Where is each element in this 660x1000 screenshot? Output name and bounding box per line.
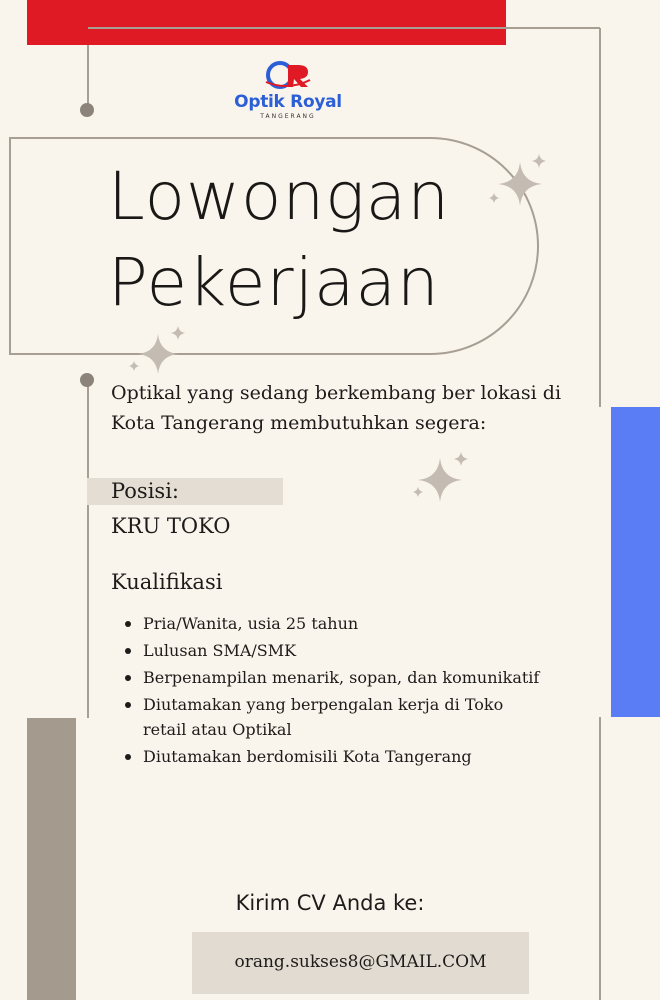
intro-text: Optikal yang sedang berkembang ber lokasi di Kota Tangerang membutuhkan segera: (111, 382, 562, 434)
position-label: Posisi: (111, 479, 179, 503)
logo-brand-name: Optik Royal (234, 92, 342, 112)
list-item: Diutamakan yang berpengalan kerja di Toko retail atau Optikal (122, 692, 542, 742)
logo-city: TANGERANG (260, 113, 316, 120)
list-item: Berpenampilan menarik, sopan, dan komunikatif (122, 665, 542, 690)
qualifications-list (122, 611, 542, 771)
page-title-line-2: Pekerjaan (108, 244, 440, 321)
send-cv-label: Kirim CV Anda ke: (235, 891, 425, 915)
list-item: Diutamakan berdomisili Kota Tangerang (122, 744, 542, 769)
sparkle-icon (129, 326, 185, 374)
list-item: Lulusan SMA/SMK (122, 638, 542, 663)
sparkle-icon (413, 452, 468, 502)
frame-dot-middle (80, 373, 94, 387)
position-value: KRU TOKO (111, 514, 231, 538)
page-title-line-1: Lowongan (108, 158, 451, 235)
contact-email: orang.sukses8@GMAIL.COM (234, 952, 487, 972)
logo-mark-icon (262, 60, 314, 90)
qualifications-heading: Kualifikasi (111, 570, 223, 594)
company-logo (228, 60, 348, 120)
frame-dot-top (80, 103, 94, 117)
list-item: Pria/Wanita, usia 25 tahun (122, 611, 542, 636)
